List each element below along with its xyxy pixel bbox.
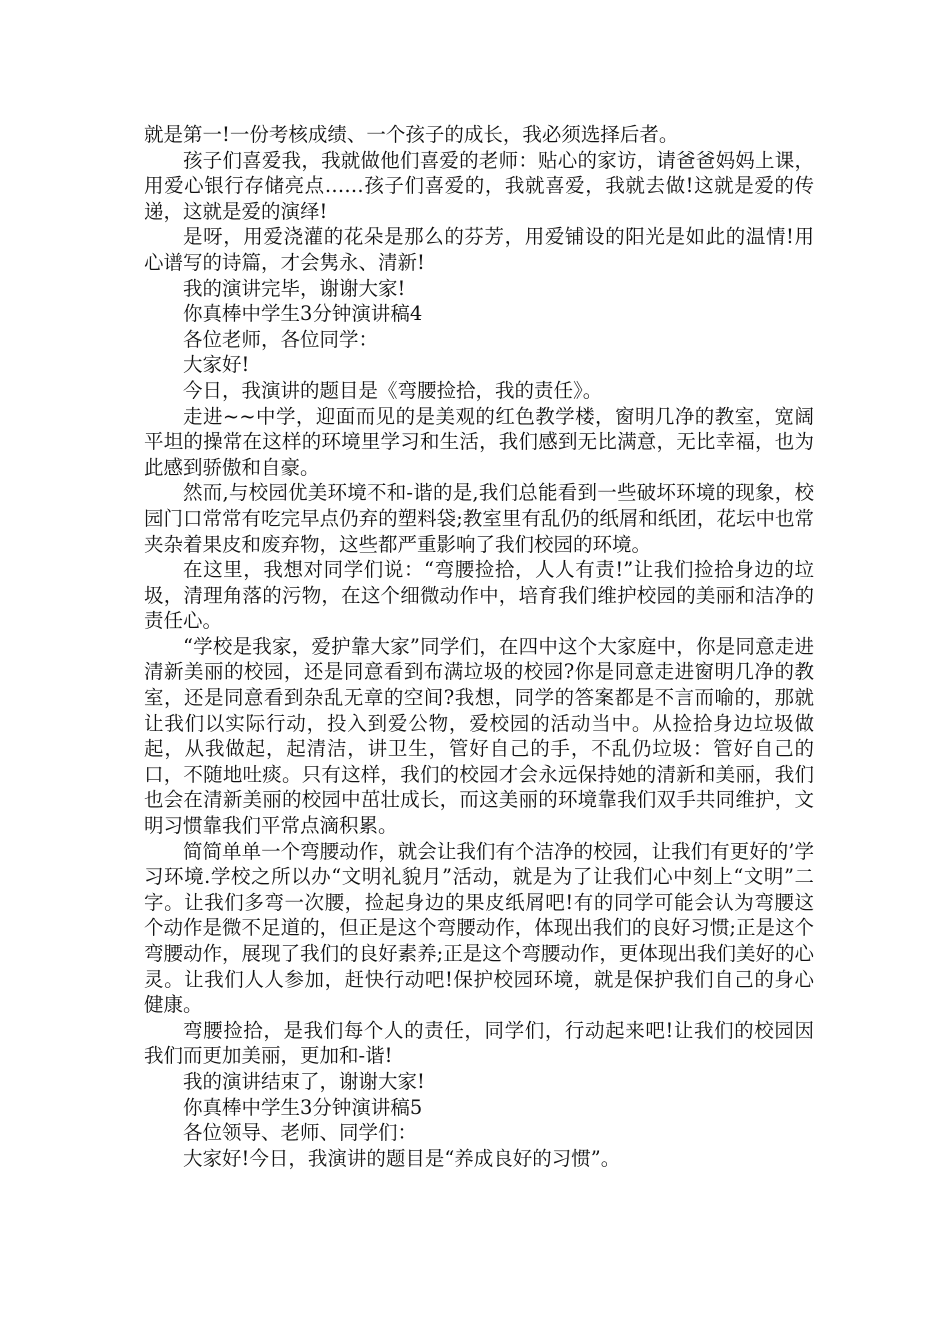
closing-line: 我的演讲结束了，谢谢大家! [183, 1069, 425, 1093]
closing-line: 我的演讲完毕，谢谢大家! [183, 276, 406, 300]
greeting: 大家好! [183, 353, 250, 377]
paragraph-continuation: 就是第一!一份考核成绩、一个孩子的成长，我必须选择后者。 [144, 123, 679, 146]
greeting: 大家好!今日，我演讲的题目是“养成良好的习惯”。 [183, 1146, 621, 1170]
paragraph: “学校是我家，爱护靠大家”同学们，在四中这个大家庭中，你是同意走进清新美丽的校园，还是同意看到布满垃圾的校园?你是同意走进窗明几净的教室，还是同意看到杂乱无章的空间?我想，同学的答案都是不言而喻的，那就让我们以实际行动，投入到爱公物，爱校园的活动当中。从捡拾身边垃圾做起，从我做起，起清洁，讲卫生，管好自己的手，不乱仍垃圾：管好自己的口，不随地吐痰。只有这样，我们的校园才会永远保持她的清新和美丽，我们也会在清新美丽的校园中茁壮成长，而这美丽的环境靠我们双手共同维护，文明习惯靠我们平常点滴积累。 [144, 634, 814, 838]
paragraph: 今日，我演讲的题目是《弯腰捡拾，我的责任》。 [183, 378, 603, 402]
paragraph: 在这里，我想对同学们说：“弯腰捡拾，人人有责!”让我们捡拾身边的垃圾，清理角落的污物，在这个细微动作中，培育我们维护校园的美丽和洁净的责任心。 [144, 558, 814, 633]
paragraph: 弯腰捡拾，是我们每个人的责任，同学们，行动起来吧!让我们的校园因我们而更加美丽，更加和-谐! [144, 1018, 814, 1068]
paragraph: 然而,与校园优美环境不和-谐的是,我们总能看到一些破坏环境的现象，校园门口常常有吃完早点仍弃的塑料袋;教室里有乱仍的纸屑和纸团，花坛中也常夹杂着果皮和废弃物，这些都严重影响了我们校园的环境。 [144, 481, 814, 556]
speech-text-body [144, 122, 814, 1171]
salutation: 各位领导、老师、同学们： [183, 1121, 418, 1145]
section-title: 你真棒中学生3分钟演讲稿4 [183, 302, 423, 326]
paragraph: 孩子们喜爱我，我就做他们喜爱的老师：贴心的家访，请爸爸妈妈上课，用爱心银行存储亮点……孩子们喜爱的，我就喜爱，我就去做!这就是爱的传递，这就是爱的演绎! [144, 148, 814, 223]
salutation: 各位老师，各位同学： [183, 327, 379, 351]
paragraph: 简简单单一个弯腰动作，就会让我们有个洁净的校园，让我们有更好的’学习环境.学校之所以办“文明礼貌月”活动，就是为了让我们心中刻上“文明”二字。让我们多弯一次腰，捡起身边的果皮纸屑吧!有的同学可能会认为弯腰这个动作是微不足道的，但正是这个弯腰动作，体现出我们的良好习惯;正是这个弯腰动作，展现了我们的良好素养;正是这个弯腰动作，更体现出我们美好的心灵。让我们人人参加，赶快行动吧!保护校园环境，就是保护我们自己的身心健康。 [144, 839, 814, 1017]
paragraph: 是呀，用爱浇灌的花朵是那么的芬芳，用爱铺设的阳光是如此的温情!用心谱写的诗篇，才会隽永、清新! [144, 225, 814, 274]
section-title: 你真棒中学生3分钟演讲稿5 [183, 1095, 423, 1119]
paragraph: 走进~~中学，迎面而见的是美观的红色教学楼，窗明几净的教室，宽阔平坦的操常在这样的环境里学习和生活，我们感到无比满意，无比幸福，也为此感到骄傲和自豪。 [144, 404, 814, 479]
